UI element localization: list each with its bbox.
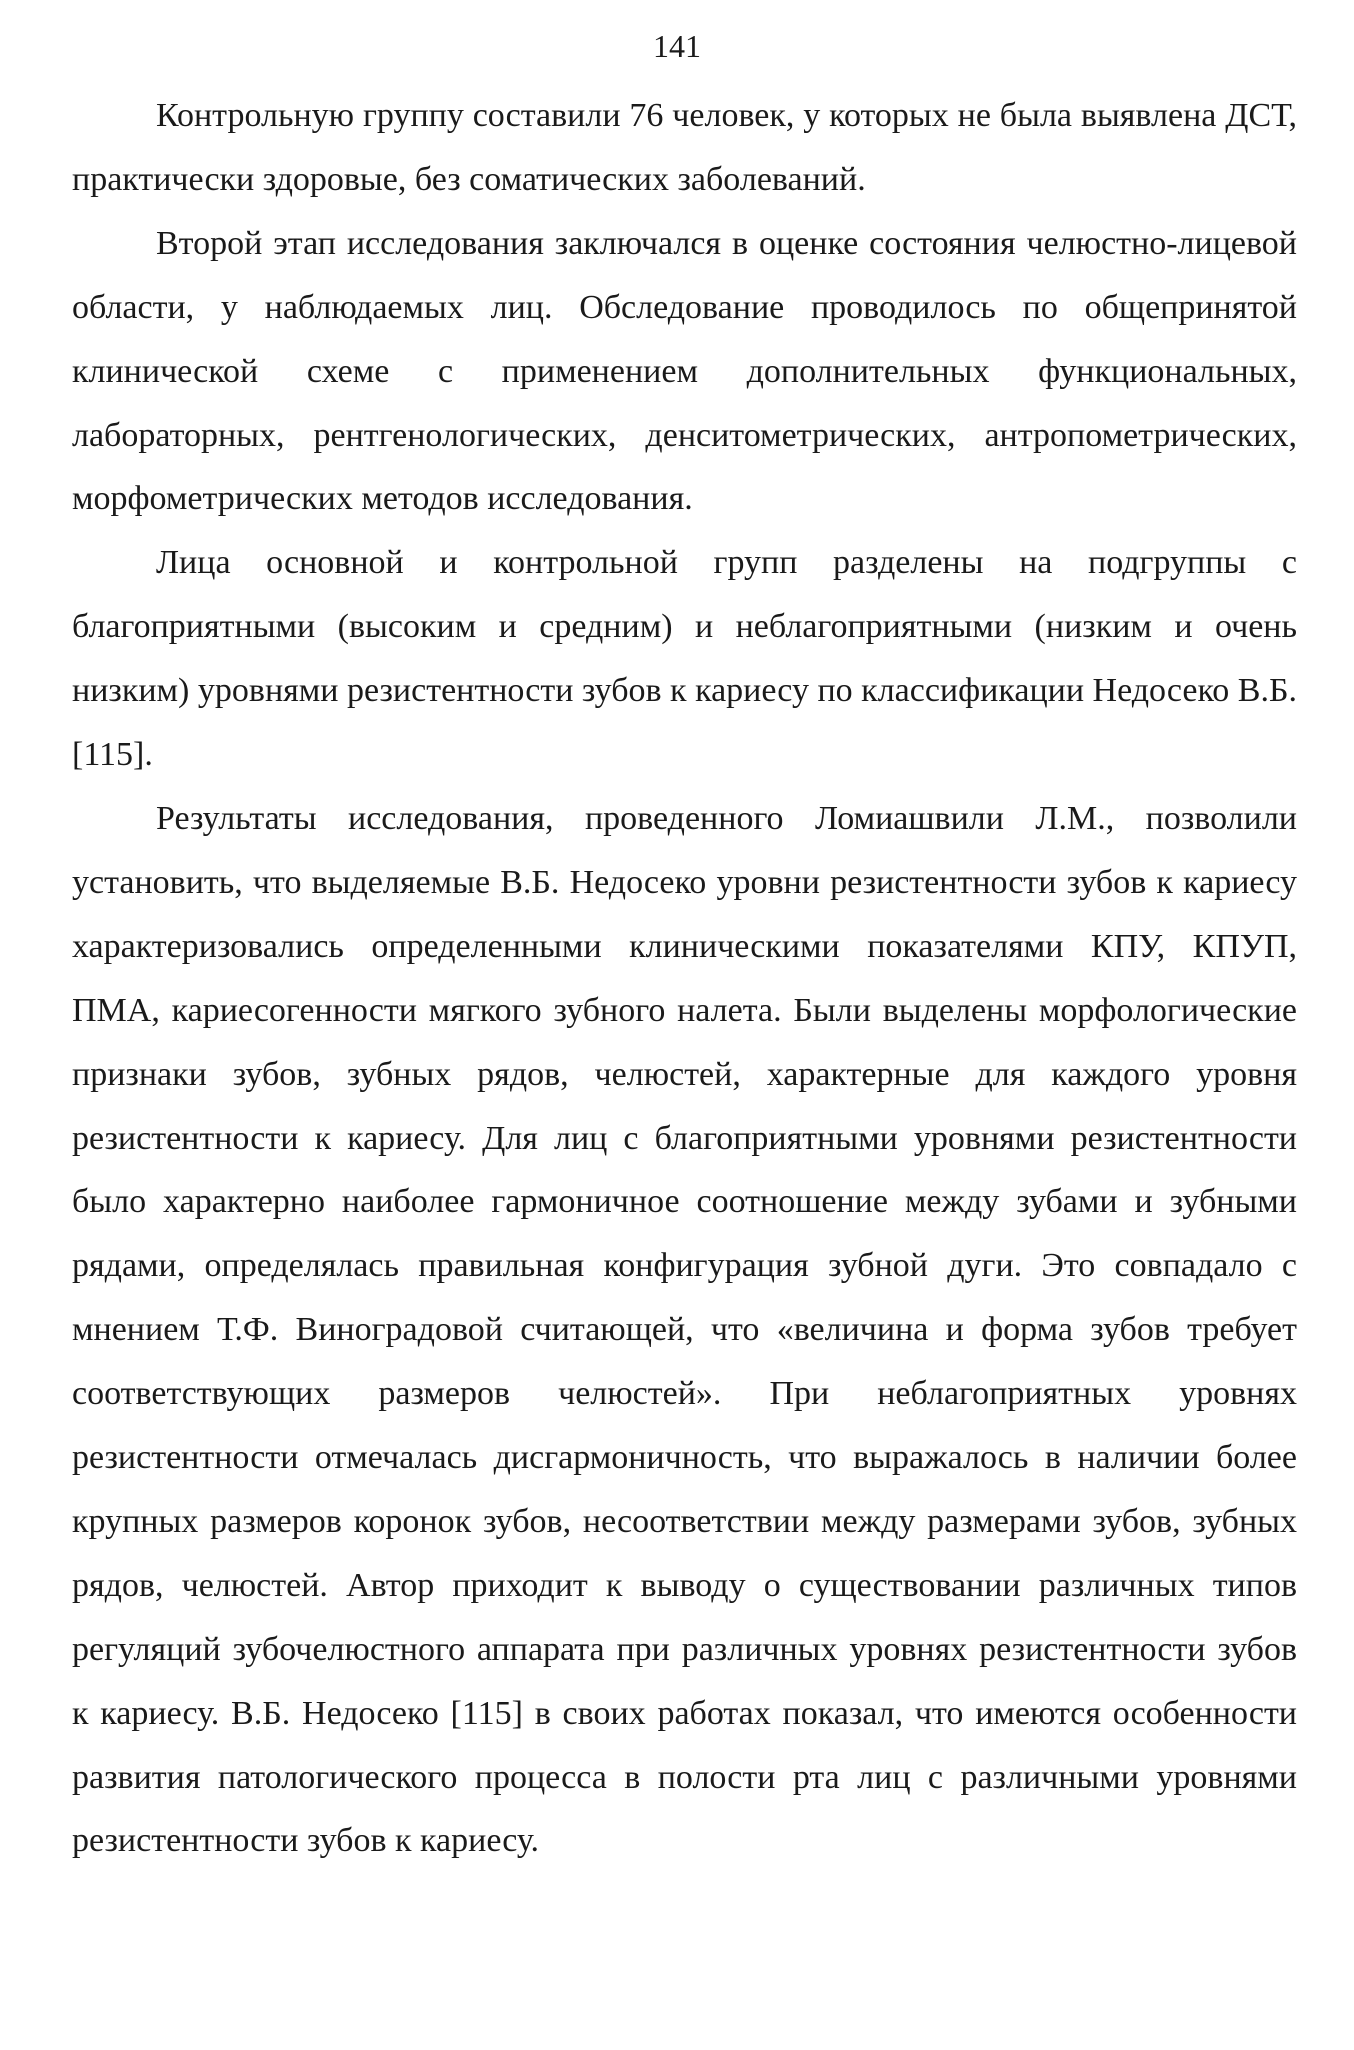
paragraph-results: Результаты исследования, проведенного Ломиашвили Л.М., позволили установить, что выделяемые В.Б. Недосеко уровни резистентности зубов к кариесу характеризовались определенными клиническими показателями КПУ, КПУП, ПМА, кариесогенности мягкого зубного налета. Были выделены морфологические признаки зубов, зубных рядов, челюстей, характерные для каждого уровня резистентности к кариесу. Для лиц с благоприятными уровнями резистентности было характерно наиболее гармоничное соотношение между зубами и зубными рядами, определялась правильная конфигурация зубной дуги. Это совпадало с мнением Т.Ф. Виноградовой считающей, что «величина и форма зубов требует соответствующих размеров челюстей». При неблагоприятных уровнях резистентности отмечалась дисгармоничность, что выражалось в наличии более крупных размеров коронок зубов, несоответствии между размерами зубов, зубных рядов, челюстей. Автор приходит к выводу о существовании различных типов регуляций зубочелюстного аппарата при различных уровнях резистентности зубов к кариесу. В.Б. Недосеко [115] в своих работах показал, что имеются особенности развития патологического процесса в полости рта лиц с различными уровнями резистентности зубов к кариесу. bbox=[72, 799, 1297, 1860]
paragraph-subgroups: Лица основной и контрольной групп разделены на подгруппы с благоприятными (высоким и средним) и неблагоприятными (низким и очень низким) уровнями резистентности зубов к кариесу по классификации Недосеко В.Б. [115]. bbox=[72, 544, 1297, 774]
page-number: 141 bbox=[653, 28, 701, 64]
paragraph-control-group: Контрольную группу составили 76 человек, у которых не была выявлена ДСТ, практически здоровые, без соматических заболеваний. bbox=[72, 97, 1297, 198]
paragraph-second-stage: Второй этап исследования заключался в оценке состояния челюстно-лицевой области, у наблюдаемых лиц. Обследование проводилось по общепринятой клинической схеме с применением дополнительных функциональных, лабораторных, рентгенологических, денситометрических, антропометрических, морфометрических методов исследования. bbox=[72, 224, 1297, 518]
body-text bbox=[72, 84, 1297, 1873]
